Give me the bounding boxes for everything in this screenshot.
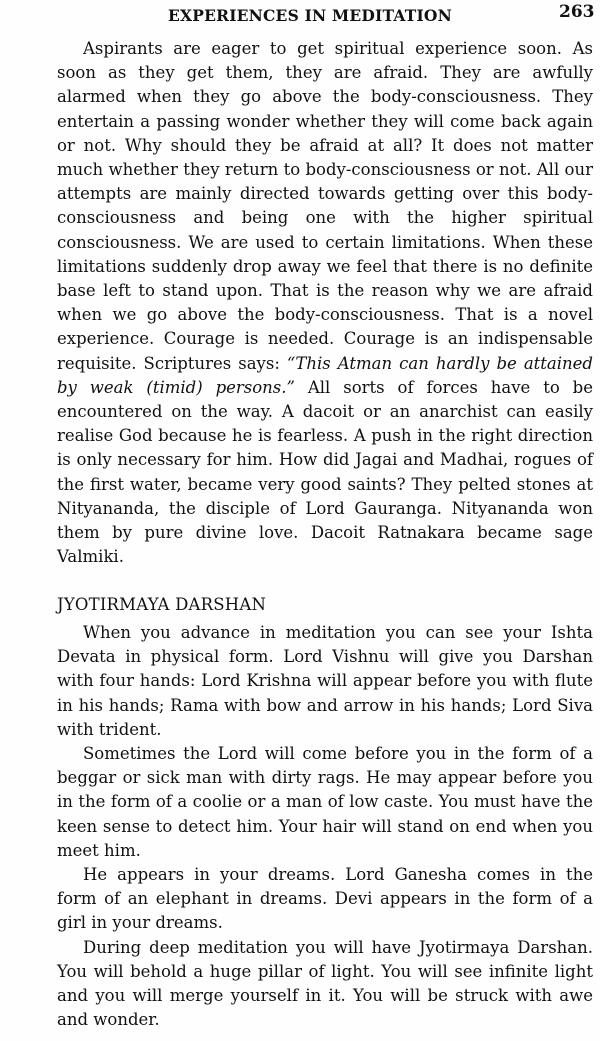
scripture-quote: “This Atman can hardly be attained by weak (timid) persons.” [57, 353, 593, 397]
page-number: 263 [559, 2, 595, 22]
chapter-title: EXPERIENCES IN MEDITATION [168, 6, 452, 25]
section-paragraph-1: When you advance in meditation you can see your Ishta Devata in physical form. Lord Vishnu will give you Darshan with four hands: Lord Krishna will appear before you with flute in his hands; Rama with bow and arrow in his hands; Lord Siva with trident. [57, 623, 593, 739]
running-header [0, 0, 600, 30]
opening-text-after-quote: All sorts of forces have to be encountered on the way. A dacoit or an anarchist can easily realise God because he is fearless. A push in the right direction is only necessary for him. How did Jagai and Madhai, rogues of the first water, became very good saints? They pelted stones at Nityananda, the disciple of Lord Gauranga. Nityananda won them by pure divine love. Dacoit Ratnakara became sage Valmiki. [57, 377, 593, 567]
opening-paragraph-block [57, 37, 593, 573]
section-text-block [57, 621, 593, 1033]
opening-text-before-quote: Aspirants are eager to get spiritual experience soon. As soon as they get them, they are afraid. They are awfully alarmed when they go above the body-consciousness. They entertain a passing wonder whether they will come back again or not. Why should they be afraid at all? It does not matter much whether they return to body-consciousness or not. All our attempts are mainly directed towards getting over this body-consciousness and being one with the higher spiritual consciousness. We are used to certain limitations. When these limitations suddenly drop away we feel that there is no definite base left to stand upon. That is the reason why we are afraid when we go above the body-consciousness. That is a novel experience. Courage is needed. Courage is an indispensable requisite. Scriptures says: [57, 39, 593, 373]
section-paragraph-4: During deep meditation you will have Jyotirmaya Darshan. You will behold a huge pillar of light. You will see infinite light and you will merge yourself in it. You will be struck with awe and wonder. [57, 937, 593, 1030]
section-heading: JYOTIRMAYA DARSHAN [57, 595, 267, 614]
opening-paragraph [57, 37, 593, 569]
section-paragraph-2: Sometimes the Lord will come before you in the form of a beggar or sick man with dirty rags. He may appear before you in the form of a coolie or a man of low caste. You must have the keen sense to detect him. Your hair will stand on end when you meet him. [57, 744, 593, 860]
section-paragraph-3: He appears in your dreams. Lord Ganesha comes in the form of an elephant in dreams. Devi appears in the form of a girl in your dreams. [57, 865, 593, 933]
